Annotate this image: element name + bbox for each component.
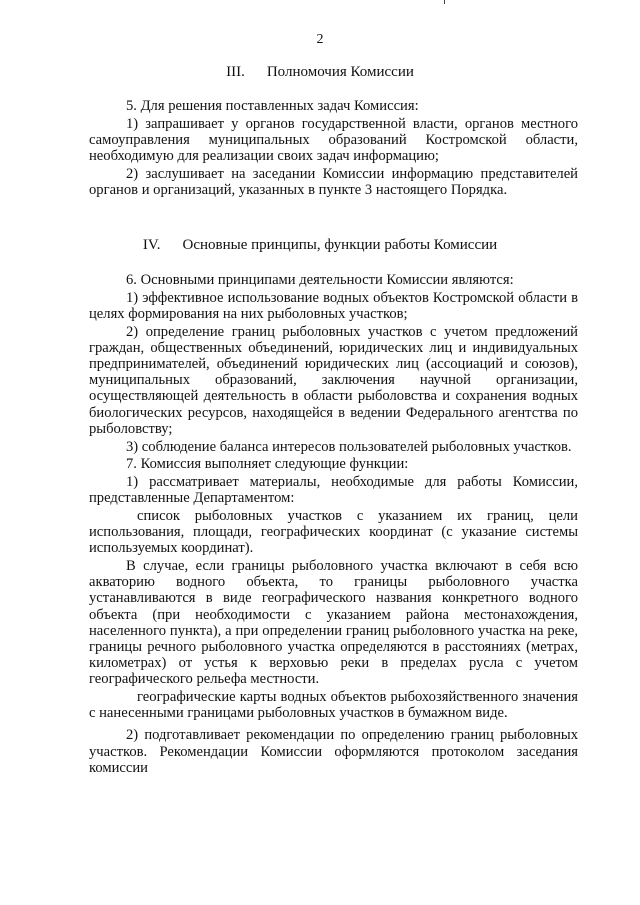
section-heading-3: [0, 64, 640, 81]
paragraph: 2) определение границ рыболовных участков с учетом предложений граждан, общественных объединений, юридических лиц и индивидуальных предпринимателей, объединений юридических лиц (ассоциаций и союзов), муниципальных образований, заключения научной организации, осуществляющей деятельность в области рыболовства и сохранения водных биологических ресурсов, находящейся в ведении Федерального агентства по рыболовству;: [89, 323, 578, 437]
paragraph: 1) запрашивает у органов государственной власти, органов местного самоуправления муниципальных образований Костромской области, необходимую для реализации своих задач информацию;: [89, 115, 578, 165]
section-number: III.: [226, 64, 245, 80]
paragraph: 5. Для решения поставленных задач Комиссия:: [126, 98, 419, 114]
paragraph: географические карты водных объектов рыбохозяйственного значения с нанесенными границами рыболовных участков в бумажном виде.: [89, 689, 578, 722]
paragraph: 3) соблюдение баланса интересов пользователей рыболовных участков.: [126, 438, 572, 455]
section-heading-4: [0, 237, 640, 254]
paragraph: 6. Основными принципами деятельности Комиссии являются:: [126, 272, 514, 288]
section-title: Основные принципы, функции работы Комиссии: [182, 237, 498, 253]
paragraph: 1) рассматривает материалы, необходимые для работы Комиссии, представленные Департаментом:: [89, 473, 578, 507]
paragraph: список рыболовных участков с указанием их границ, цели использования, площади, географических координат (с указание системы используемых координат).: [89, 507, 578, 557]
page-number: 2: [316, 32, 324, 47]
section-4-body: [89, 272, 578, 778]
scan-mark: [444, 0, 445, 4]
section-title: Полномочия Комиссии: [266, 64, 414, 80]
paragraph: 7. Комиссия выполняет следующие функции:: [126, 456, 409, 473]
section-3-body: [89, 98, 578, 200]
section-number: IV.: [142, 237, 161, 253]
paragraph: 2) заслушивает на заседании Комиссии информацию представителей органов и организаций, указанных в пункте 3 настоящего Порядка.: [89, 165, 578, 199]
paragraph: 2) подготавливает рекомендации по определению границ рыболовных участков. Рекомендации Комиссии оформляются протоколом заседания комиссии: [89, 727, 578, 776]
paragraph: В случае, если границы рыболовного участка включают в себя всю акваторию водного объекта, то границы рыболовного участка устанавливаются в виде географического названия конкретного водного объекта (при необходимости с указанием района местонахождения, населенного пункта), а при определении границ рыболовного участка на реке, границы речного рыболовного участка определяются в расстояниях (метрах, километрах) от устья к верховью реки в пределах русла с учетом географического рельефа местности.: [89, 557, 578, 688]
paragraph: 1) эффективное использование водных объектов Костромской области в целях формирования на них рыболовных участков;: [89, 289, 578, 322]
